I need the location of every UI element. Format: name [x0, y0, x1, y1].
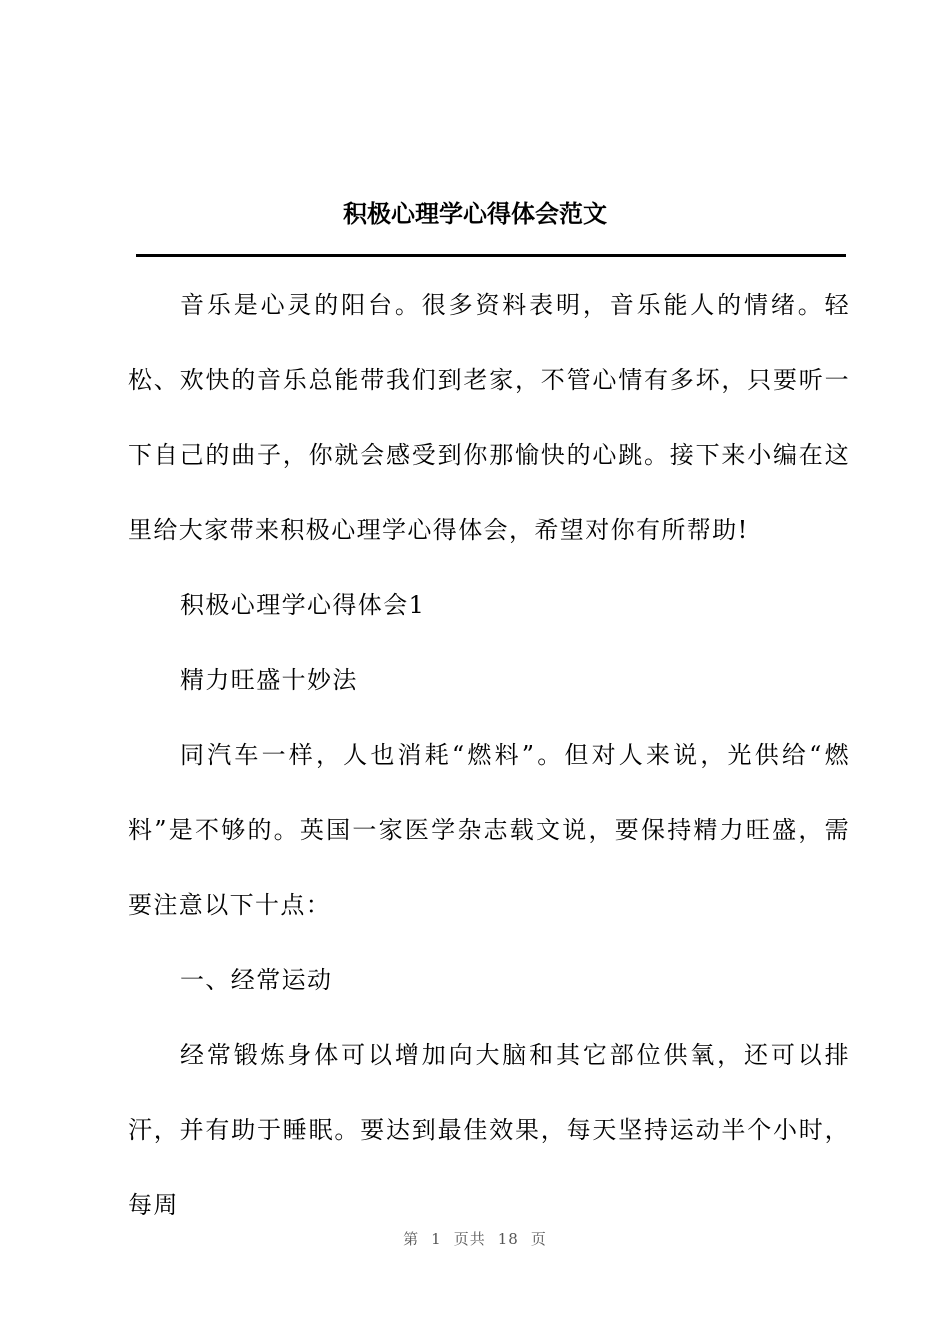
- document-title: 积极心理学心得体会范文: [343, 199, 607, 228]
- paragraph-intro: 音乐是心灵的阳台。很多资料表明，音乐能人的情绪。轻松、欢快的音乐总能带我们到老家，不管心情有多坏，只要听一下自己的曲子，你就会感受到你那愉快的心跳。接下来小编在这里给大家带来积极心理学心得体会，希望对你有所帮助!: [128, 291, 850, 544]
- footer-label-of: 页共: [453, 1230, 486, 1248]
- heading-point-1: 一、经常运动: [180, 966, 333, 994]
- title-underline: [136, 254, 846, 257]
- footer-label-page: 第: [403, 1230, 420, 1248]
- footer-label-pages: 页: [530, 1230, 547, 1248]
- paragraph-fuel: 同汽车一样，人也消耗“燃料”。但对人来说，光供给“燃料”是不够的。英国一家医学杂志载文说，要保持精力旺盛，需要注意以下十点：: [128, 741, 850, 919]
- document-body: [128, 268, 850, 1243]
- heading-section-1: 积极心理学心得体会1: [180, 591, 426, 619]
- footer-total-pages: 18: [497, 1230, 519, 1248]
- heading-subtitle: 精力旺盛十妙法: [180, 666, 358, 694]
- footer-page-number: 1: [431, 1230, 442, 1248]
- page-footer: [0, 1228, 950, 1249]
- paragraph-exercise: 经常锻炼身体可以增加向大脑和其它部位供氧，还可以排汗，并有助于睡眠。要达到最佳效果，每天坚持运动半个小时，每周: [128, 1041, 850, 1219]
